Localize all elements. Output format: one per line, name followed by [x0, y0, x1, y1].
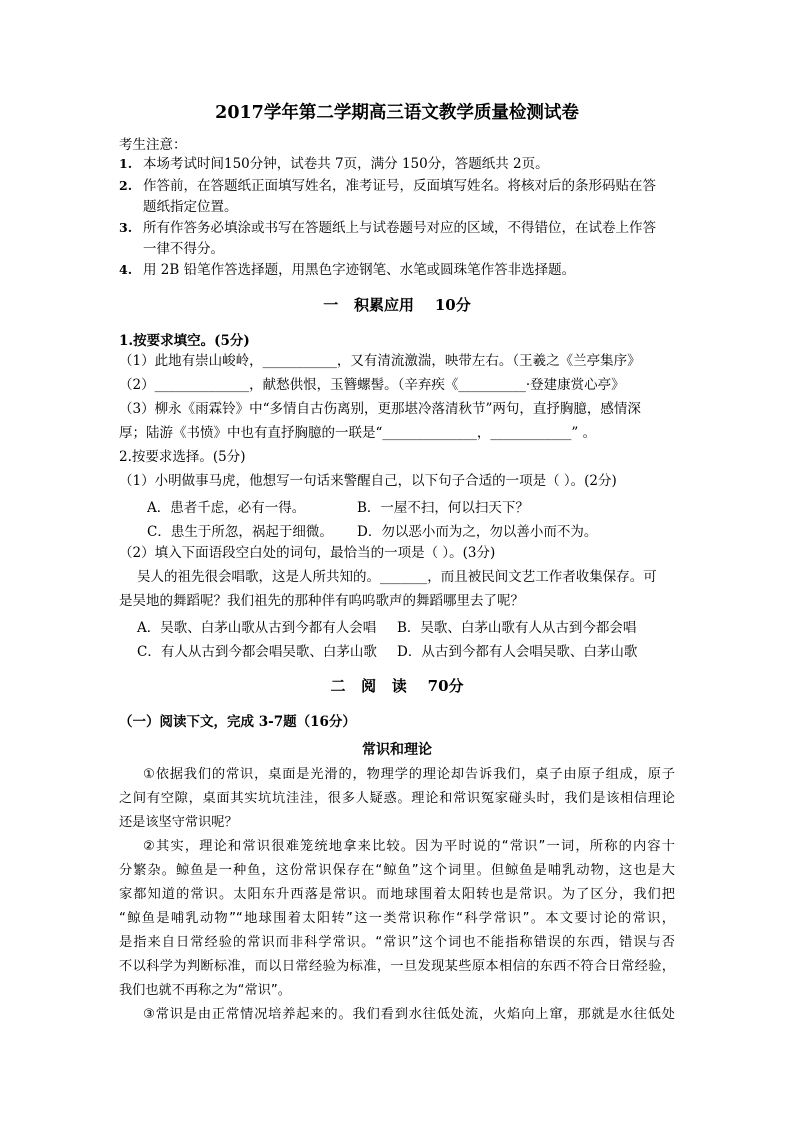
notice-item-text: 作答前，在答题纸正面填写姓名，准考证号，反面填写姓名。将核对后的条形码贴在答 [143, 178, 656, 194]
question-line: （2）______________，献愁供恨，玉簪螺髻。（辛弃疾《__________·登建康赏心亭》 [119, 377, 625, 393]
passage-line: 分繁杂。鲸鱼是一种鱼，这份常识保存在“鲸鱼”这个词里。但鲸鱼是哺乳动物，这也是大 [119, 863, 675, 878]
passage-title: 常识和理论 [362, 742, 432, 758]
notice-item-text: 本场考试时间150分钟，试卷共 7页，满分 150分，答题纸共 2页。 [143, 156, 549, 172]
option-c: C．有人从古到今都会唱吴歌、白茅山歌 [137, 644, 377, 660]
option-a: A．吴歌、白茅山歌从古到今都有人会唱 [137, 620, 377, 636]
question-line: （3）柳永《雨霖铃》中“多情自古伤离别，更那堪冷落清秋节”两句，直抒胸臆，感情深 [119, 401, 641, 417]
option-a: A．患者千虑，必有一得。 [147, 500, 306, 516]
question-line: （1）此地有崇山峻岭，___________，又有清流激湍，映带左右。（王羲之《兰亭集序》 [119, 353, 641, 369]
option-b: B．吴歌、白茅山歌有人从古到今都会唱 [397, 620, 637, 636]
notice-item-number: 3. [119, 220, 133, 235]
passage-line: ③常识是由正常情况培养起来的。我们看到水往低处流，火焰向上窜，那就是水往低处 [143, 1007, 675, 1022]
notice-item-number: 2. [119, 178, 133, 193]
question-passage-line: 是吴地的舞蹈呢？我们祖先的那种伴有呜呜歌声的舞蹈哪里去了呢？ [119, 593, 524, 609]
passage-line: “鲸鱼是哺乳动物”“地球围着太阳转”这一类常识称作“科学常识”。本文要讨论的常识， [119, 911, 675, 926]
question-line: 厚；陆游《书愤》中也有直抒胸臆的一联是“______________，____________” 。 [119, 425, 597, 441]
option-d: D．勿以恶小而为之，勿以善小而不为。 [357, 524, 598, 540]
option-b: B．一屋不扫，何以扫天下？ [357, 500, 529, 516]
passage-line: 不以科学为判断标准，而以日常经验为标准，一旦发现某些原本相信的东西不符合日常经验， [119, 959, 675, 974]
notice-header: 考生注意： [119, 137, 187, 153]
part-heading: （一）阅读下文，完成 3-7题（16分） [119, 714, 356, 730]
exam-title: 2017学年第二学期高三语文教学质量检测试卷 [215, 103, 579, 123]
notice-item-text: 用 2B 铅笔作答选择题，用黑色字迹钢笔、水笔或圆珠笔作答非选择题。 [143, 262, 576, 278]
passage-line: 还是该坚守常识呢？ [119, 815, 238, 830]
passage-line: 家都知道的常识。太阳东升西落是常识。而地球围着太阳转也是常识。为了区分，我们把 [119, 887, 675, 902]
notice-item-number: 1. [119, 156, 133, 171]
notice-item-text: 一律不得分。 [143, 241, 224, 257]
question-heading: 1.按要求填空。(5分) [119, 333, 250, 349]
passage-line: ①依据我们的常识，桌面是光滑的，物理学的理论却告诉我们，桌子由原子组成，原子 [143, 767, 675, 782]
section-heading: 一 积累应用 10分 [323, 296, 471, 314]
question-passage-line: 吴人的祖先很会唱歌，这是人所共知的。_______，而且被民间文艺工作者收集保存。可 [137, 569, 657, 585]
notice-item-number: 4. [119, 262, 133, 277]
notice-item-text: 所有作答务必填涂或书写在答题纸上与试卷题号对应的区域，不得错位，在试卷上作答 [143, 220, 656, 236]
notice-item-text: 题纸指定位置。 [143, 199, 238, 215]
passage-line: 我们也就不再称之为“常识”。 [119, 983, 291, 998]
option-c: C．患生于所忽，祸起于细微。 [147, 524, 333, 540]
option-d: D．从古到今都有人会唱吴歌、白茅山歌 [397, 644, 638, 660]
question-stem: （1）小明做事马虎，他想写一句话来警醒自己，以下句子合适的一项是（ ）。(2分) [119, 473, 617, 489]
passage-line: 是指来自日常经验的常识而非科学常识。“常识”这个词也不能指称错误的东西，错误与否 [119, 935, 675, 950]
passage-line: 之间有空隙，桌面其实坑坑洼洼，很多人疑惑。理论和常识冤家碰头时，我们是该相信理论 [119, 791, 675, 806]
passage-line: ②其实，理论和常识很难笼统地拿来比较。因为平时说的“常识”一词，所称的内容十 [143, 839, 675, 854]
question-stem: （2）填入下面语段空白处的词句，最恰当的一项是（ ）。(3分) [119, 545, 496, 561]
question-heading: 2.按要求选择。(5分) [119, 449, 246, 465]
section-heading: 二 阅 读 70分 [330, 677, 464, 695]
